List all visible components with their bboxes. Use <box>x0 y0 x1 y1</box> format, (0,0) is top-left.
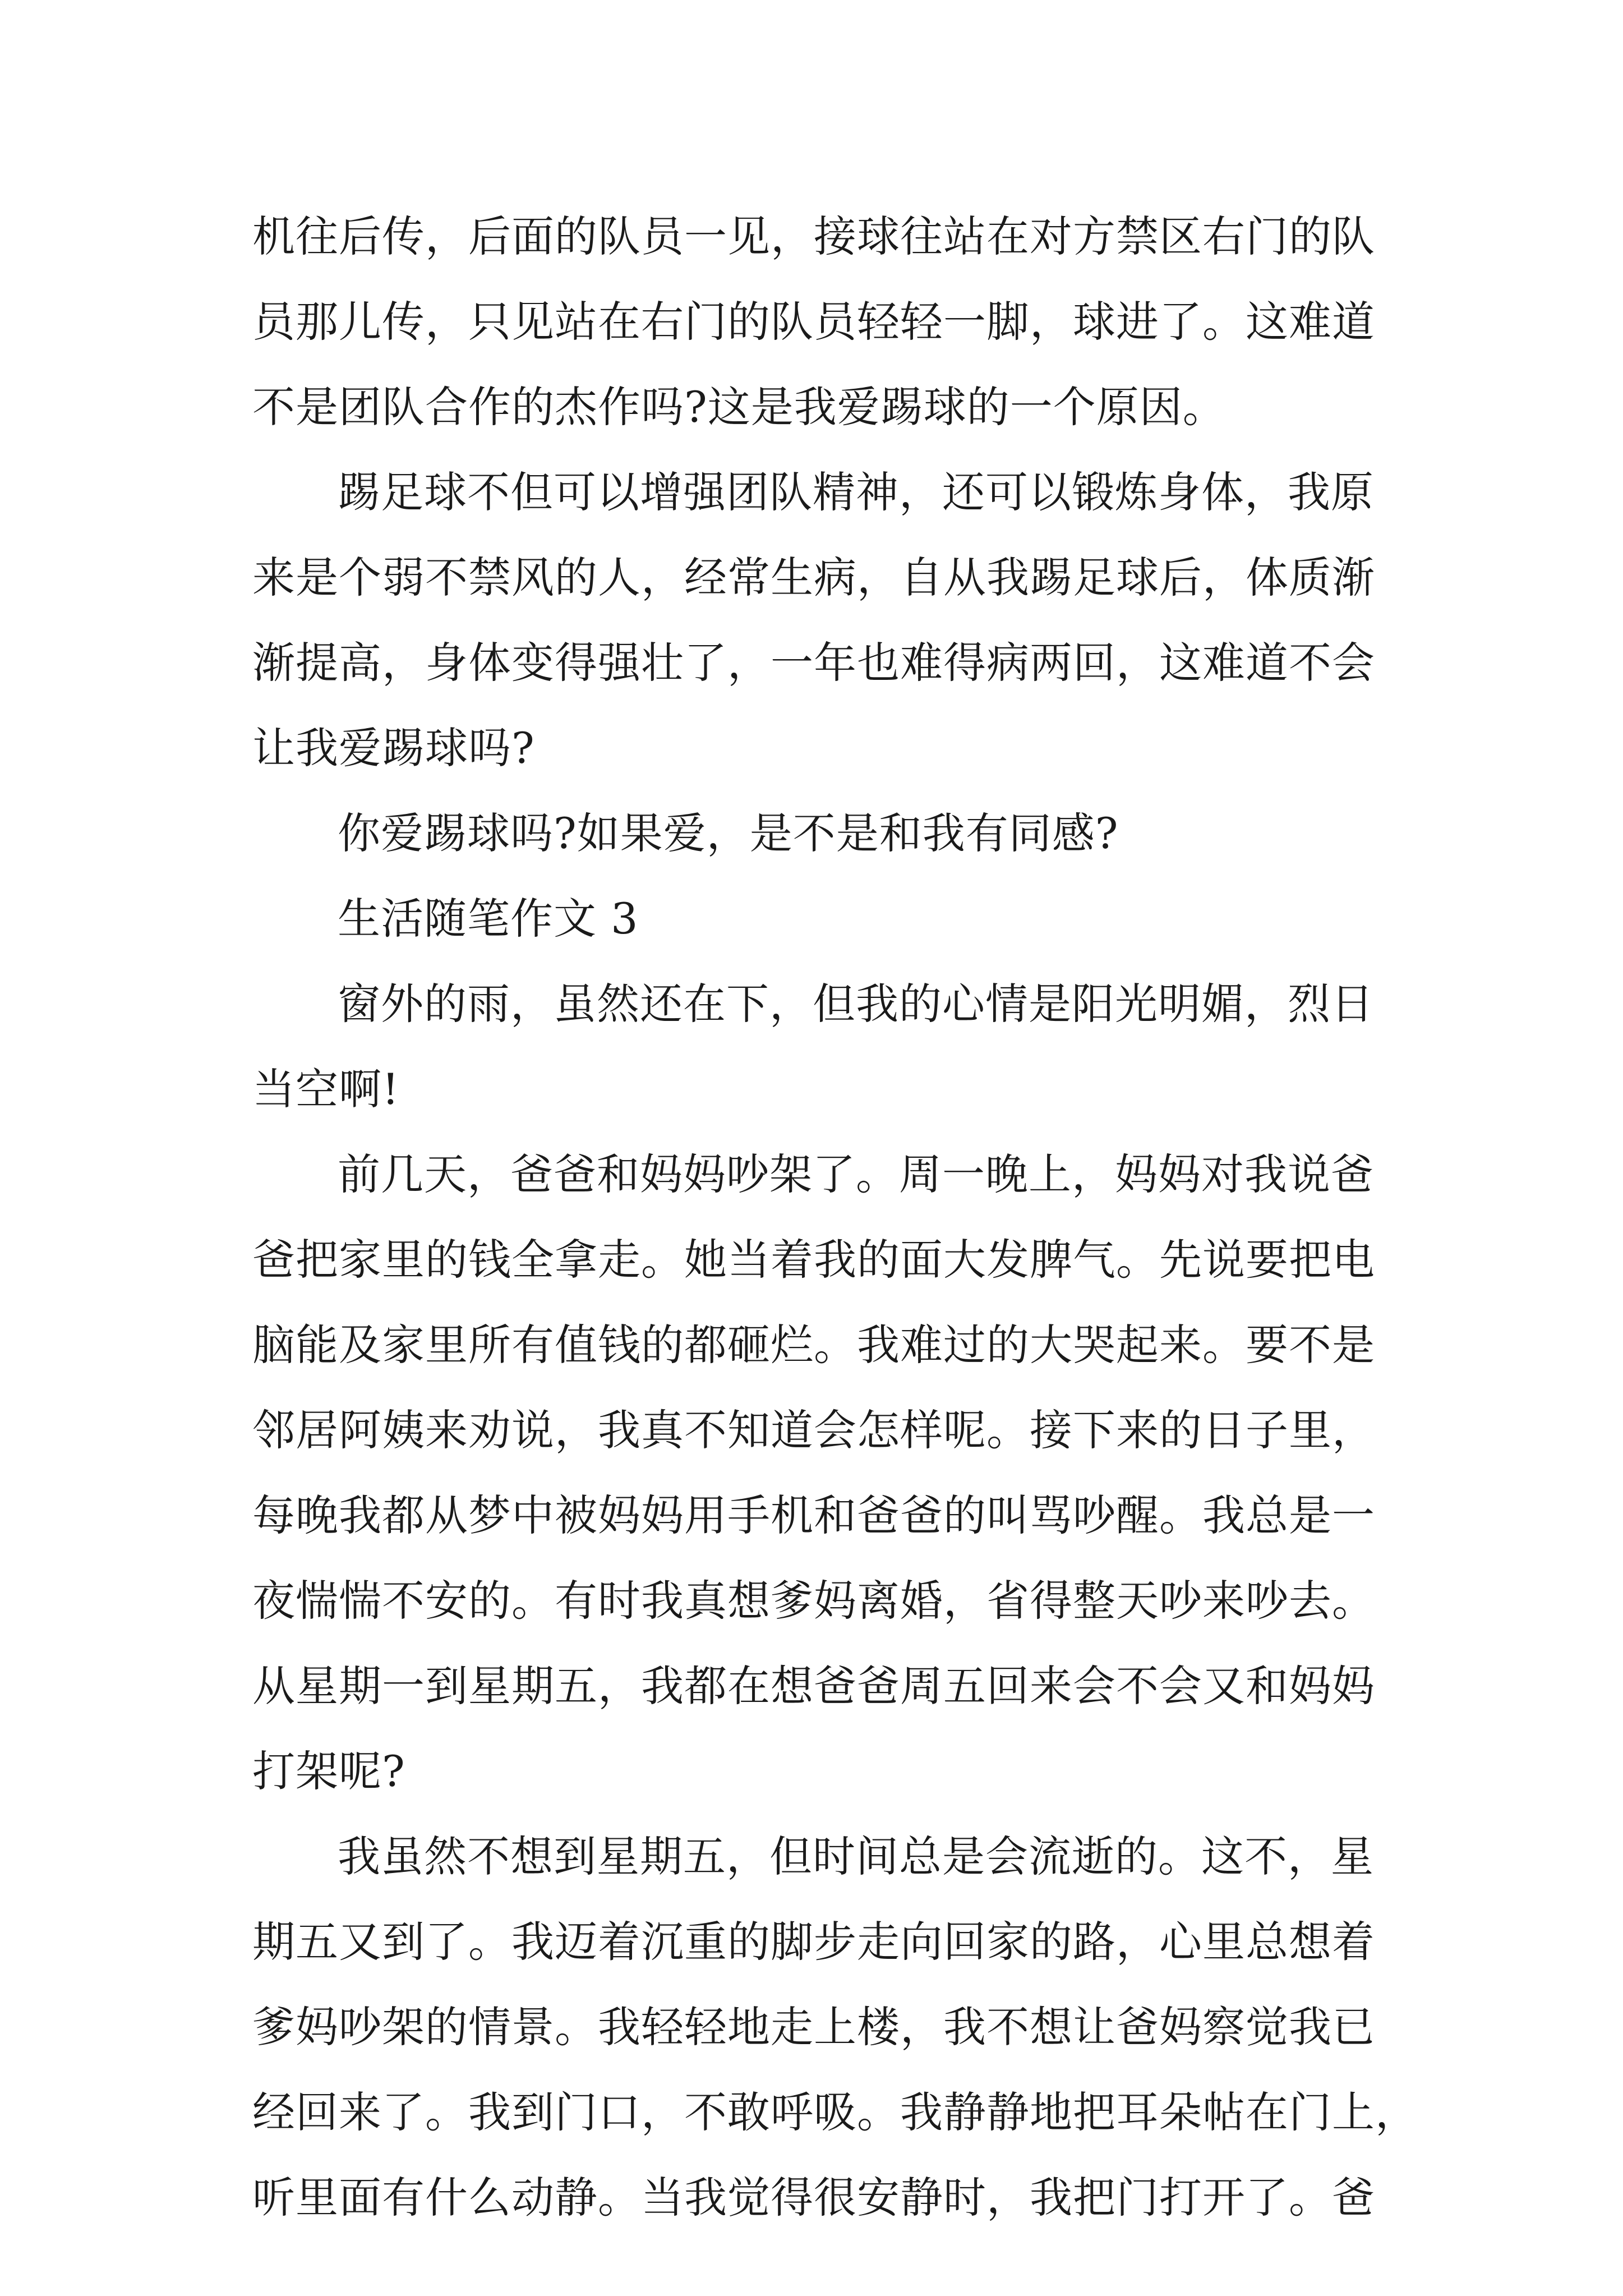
text-line: 机往后传，后面的队员一见，接球往站在对方禁区右门的队 <box>252 211 1375 261</box>
paragraph-start-line: 踢足球不但可以增强团队精神，还可以锻炼身体，我原 <box>338 467 1374 517</box>
text-line: 经回来了。我到门口，不敢呼吸。我静静地把耳朵帖在门上， <box>252 2087 1418 2137</box>
text-line: 渐提高，身体变得强壮了，一年也难得病两回，这难道不会 <box>252 638 1375 688</box>
text-line: 听里面有什么动静。当我觉得很安静时，我把门打开了。爸 <box>252 2173 1375 2223</box>
text-line: 期五又到了。我迈着沉重的脚步走向回家的路，心里总想着 <box>252 1917 1375 1967</box>
text-line: 当空啊! <box>252 1064 400 1114</box>
text-line: 员那儿传，只见站在右门的队员轻轻一脚，球进了。这难道 <box>252 297 1375 347</box>
section-heading: 生活随笔作文 3 <box>338 894 639 944</box>
text-line: 邻居阿姨来劝说，我真不知道会怎样呢。接下来的日子里， <box>252 1405 1375 1455</box>
text-line: 来是个弱不禁风的人，经常生病，自从我踢足球后，体质渐 <box>252 553 1375 602</box>
text-line: 从星期一到星期五，我都在想爸爸周五回来会不会又和妈妈 <box>252 1661 1375 1711</box>
paragraph-start-line: 前几天，爸爸和妈妈吵架了。周一晚上，妈妈对我说爸 <box>338 1149 1374 1199</box>
text-line: 脑能及家里所有值钱的都砸烂。我难过的大哭起来。要不是 <box>252 1320 1375 1370</box>
text-line: 让我爱踢球吗? <box>252 723 535 773</box>
text-line: 爹妈吵架的情景。我轻轻地走上楼，我不想让爸妈察觉我已 <box>252 2002 1375 2052</box>
text-line: 不是团队合作的杰作吗?这是我爱踢球的一个原因。 <box>252 382 1226 432</box>
paragraph-start-line: 你爱踢球吗?如果爱，是不是和我有同感? <box>338 808 1119 858</box>
text-line: 每晚我都从梦中被妈妈用手机和爸爸的叫骂吵醒。我总是一 <box>252 1490 1375 1540</box>
text-line: 爸把家里的钱全拿走。她当着我的面大发脾气。先说要把电 <box>252 1235 1375 1285</box>
paragraph-start-line: 窗外的雨，虽然还在下，但我的心情是阳光明媚，烈日 <box>338 979 1374 1029</box>
text-line: 夜惴惴不安的。有时我真想爹妈离婚，省得整天吵来吵去。 <box>252 1576 1375 1626</box>
paragraph-start-line: 我虽然不想到星期五，但时间总是会流逝的。这不，星 <box>338 1832 1374 1881</box>
text-line: 打架呢? <box>252 1746 405 1796</box>
